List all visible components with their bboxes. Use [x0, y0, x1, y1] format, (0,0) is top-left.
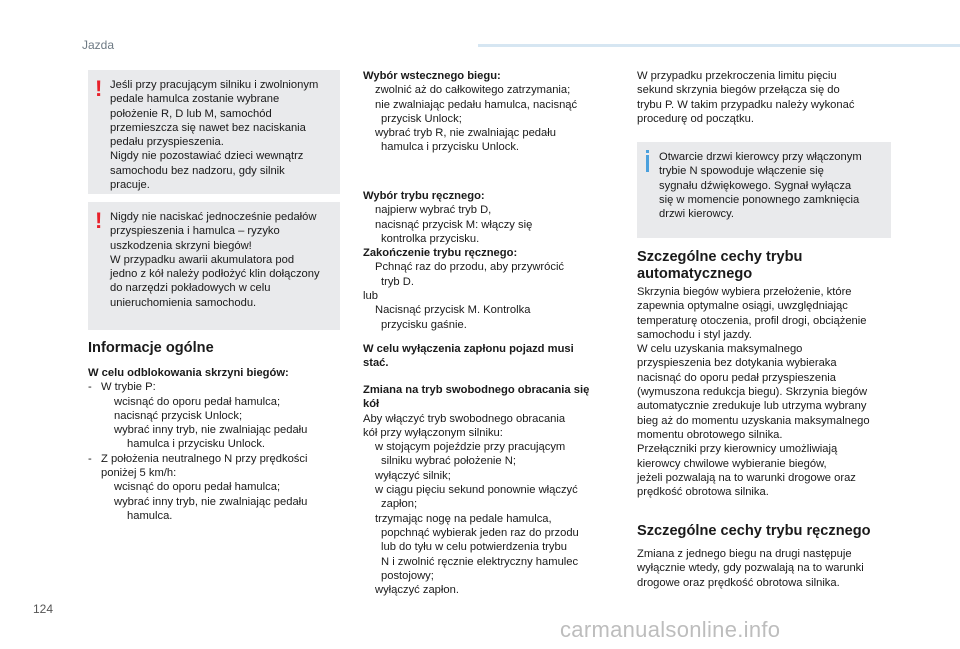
- list-item: [363, 526, 615, 540]
- item-text: silniku wybrać położenie N;: [381, 455, 516, 468]
- list-item: [88, 480, 340, 494]
- info-text-line: sygnału dźwiękowego. Sygnał wyłącza: [659, 179, 852, 192]
- list-item: [363, 275, 615, 289]
- auto-line: samochodu i styl jazdy.: [637, 328, 752, 341]
- warning-text-line: pracuje.: [110, 179, 150, 192]
- list-item: [363, 83, 615, 97]
- auto-line: kierowcy chwilowe wybieranie biegów,: [637, 457, 827, 470]
- info-text-line: się w momencie ponownego zamknięcia: [659, 193, 860, 206]
- warning-text-line: Nigdy nie naciskać jednocześnie pedałów: [110, 211, 317, 223]
- item-text: wcisnąć do oporu pedał hamulca;: [114, 395, 281, 408]
- item-text: Z położenia neutralnego N przy prędkości: [101, 452, 308, 465]
- list-item: [363, 583, 615, 597]
- list-item: [88, 509, 340, 523]
- auto-line: (wymuszona redukcja biegu). Skrzynia biegów: [637, 386, 868, 399]
- item-text: najpierw wybrać tryb D,: [375, 204, 492, 217]
- unlock-title: W celu odblokowania skrzyni biegów:: [88, 367, 289, 379]
- item-text: w stojącym pojeździe przy pracującym: [375, 441, 566, 454]
- freewheel-section: [363, 383, 615, 597]
- item-text: wybrać inny tryb, nie zwalniając pedału: [114, 424, 308, 437]
- limit-section: [637, 69, 892, 126]
- item-text: w ciągu pięciu sekund ponownie włączyć: [375, 484, 578, 497]
- freewheel-title-line: Zmiana na tryb swobodnego obracania się: [363, 384, 590, 396]
- manual-section: [637, 547, 892, 590]
- dash-marker: -: [88, 452, 92, 465]
- ignition-title-line: stać.: [363, 357, 389, 370]
- item-text: lub do tyłu w celu potwierdzenia trybu: [381, 541, 567, 554]
- warning-box-1: [88, 70, 340, 194]
- list-item: [363, 126, 615, 140]
- list-item: [363, 540, 615, 554]
- list-item: [88, 409, 340, 423]
- section-title: Jazda: [82, 38, 115, 52]
- item-text: przycisk Unlock;: [381, 112, 462, 125]
- item-text: zapłon;: [381, 498, 418, 511]
- info-box: [637, 142, 891, 238]
- auto-line: momentu obrotowego silnika.: [637, 428, 783, 441]
- freewheel-title-line: kół: [363, 398, 380, 411]
- info-text-line: trybie N spowoduje włączenie się: [659, 165, 824, 178]
- warning-text-line: przemieszcza się nawet bez naciskania: [110, 121, 306, 134]
- warning-text-line: uszkodzenia skrzyni biegów!: [110, 239, 252, 252]
- auto-line: Przełączniki przy kierownicy umożliwiają: [637, 443, 838, 456]
- auto-line: Skrzynia biegów wybiera przełożenie, które: [637, 286, 852, 298]
- warning-icon: !: [95, 208, 103, 233]
- manual-end-title: Zakończenie trybu ręcznego:: [363, 247, 518, 260]
- freewheel-intro-line: Aby włączyć tryb swobodnego obracania: [363, 412, 566, 425]
- auto-line: W celu uzyskania maksymalnego: [637, 343, 803, 356]
- reverse-section: [363, 69, 615, 155]
- item-text: wcisnąć do oporu pedał hamulca;: [114, 481, 281, 494]
- warning-text-line: Jeśli przy pracującym silniku i zwolnionym: [110, 79, 319, 91]
- limit-line: trybu P. W takim przypadku należy wykonać: [637, 98, 855, 111]
- list-item: [363, 318, 615, 332]
- limit-line: sekund skrzynia biegów przełącza się do: [637, 84, 840, 97]
- header-rule: [478, 44, 960, 47]
- list-item: [363, 260, 615, 274]
- warning-text-line: pedału przyspieszenia.: [110, 136, 224, 149]
- item-text: nie zwalniając pedału hamulca, nacisnąć: [375, 98, 578, 111]
- list-item: [363, 454, 615, 468]
- heading-general: Informacje ogólne: [88, 340, 214, 356]
- auto-line: prędkość obrotowa silnika.: [637, 486, 769, 499]
- info-text-line: Otwarcie drzwi kierowcy przy włączonym: [659, 151, 862, 163]
- heading-auto-line: automatycznego: [637, 265, 753, 282]
- manual-select-section: [363, 189, 615, 332]
- item-text: Pchnąć raz do przodu, aby przywrócić: [375, 261, 565, 274]
- list-item: [363, 232, 615, 246]
- item-text: hamulca.: [127, 509, 173, 522]
- auto-line: temperaturę otoczenia, profil drogi, obciążenie: [637, 314, 867, 327]
- limit-line: W przypadku przekroczenia limitu pięciu: [637, 70, 837, 82]
- list-item: [88, 437, 340, 451]
- heading-auto: [637, 249, 802, 282]
- ignition-title-line: W celu wyłączenia zapłonu pojazd musi: [363, 343, 574, 355]
- warning-text-line: jedno z kół należy podłożyć klin dołączony: [110, 268, 320, 281]
- warning-text-line: W przypadku awarii akumulatora pod: [110, 253, 295, 266]
- item-text: nacisnąć przycisk Unlock;: [114, 409, 243, 422]
- item-text: poniżej 5 km/h:: [101, 467, 177, 480]
- item-text: hamulca i przycisku Unlock.: [381, 141, 520, 154]
- list-item: [363, 203, 615, 217]
- auto-line: nacisnąć do oporu pedał przyspieszenia: [637, 371, 837, 384]
- item-text: wybrać tryb R, nie zwalniając pedału: [375, 127, 556, 140]
- manual-line: drogowe oraz prędkość obrotowa silnika.: [637, 576, 840, 589]
- auto-line: automatycznie zredukuje lub utrzyma wybrany: [637, 400, 867, 413]
- auto-section: [637, 285, 892, 499]
- unlock-section: [88, 366, 340, 523]
- list-item: [363, 140, 615, 154]
- dash-marker: -: [88, 381, 92, 394]
- limit-line: procedurę od początku.: [637, 112, 754, 125]
- list-item: [363, 469, 615, 483]
- auto-line: zapewnia optymalne osiągi, uwzględniając: [637, 300, 848, 313]
- list-item: [88, 452, 340, 466]
- list-item: [88, 380, 340, 394]
- item-text: wyłączyć zapłon.: [375, 584, 459, 597]
- ignition-section: [363, 342, 615, 371]
- auto-line: jeżeli pozwalają na to warunki drogowe oraz: [637, 471, 856, 484]
- manual-line: Zmiana z jednego biegu na drugi następuje: [637, 548, 852, 560]
- manual-line: wyłącznie wtedy, gdy pozwalają na to warunki: [637, 562, 864, 575]
- item-text: zwolnić aż do całkowitego zatrzymania;: [375, 84, 571, 97]
- auto-line: bieg aż do momentu uzyskania maksymalnego: [637, 414, 870, 427]
- item-text: postojowy;: [381, 569, 434, 582]
- heading-auto-line: Szczególne cechy trybu: [637, 249, 803, 265]
- item-text: N i zwolnić ręcznie elektryczny hamulec: [381, 555, 579, 568]
- list-item: [363, 497, 615, 511]
- page-number: 124: [33, 602, 54, 616]
- list-item: [363, 569, 615, 583]
- warning-text-line: do narzędzi pokładowych w celu: [110, 282, 271, 295]
- item-text: kontrolka przycisku.: [381, 232, 480, 245]
- item-text: W trybie P:: [101, 381, 156, 394]
- warning-text-line: pedale hamulca zostanie wybrane: [110, 93, 280, 106]
- list-item: [88, 395, 340, 409]
- auto-line: przyspieszenia bez dotykania wybieraka: [637, 357, 837, 370]
- item-text: trzymając nogę na pedale hamulca,: [375, 512, 552, 525]
- item-text: przycisku gaśnie.: [381, 318, 467, 331]
- warning-text-line: samochodu bez nadzoru, gdy silnik: [110, 164, 285, 177]
- warning-text-line: przyspieszenia i hamulca – ryzyko: [110, 225, 280, 238]
- item-text: hamulca i przycisku Unlock.: [127, 438, 266, 451]
- item-text: wyłączyć silnik;: [375, 469, 451, 482]
- list-item: [88, 495, 340, 509]
- list-item: [363, 555, 615, 569]
- or-text: lub: [363, 290, 378, 303]
- heading-manual: Szczególne cechy trybu ręcznego: [637, 523, 871, 539]
- item-text: Nacisnąć przycisk M. Kontrolka: [375, 304, 531, 317]
- warning-text-line: położenie R, D lub M, samochód: [110, 107, 272, 120]
- list-item: [363, 303, 615, 317]
- list-item: [363, 218, 615, 232]
- watermark: carmanualsonline.info: [560, 617, 781, 642]
- warning-box-2: [88, 202, 340, 330]
- item-text: tryb D.: [381, 275, 414, 288]
- info-text-line: drzwi kierowcy.: [659, 208, 735, 221]
- item-text: wybrać inny tryb, nie zwalniając pedału: [114, 495, 308, 508]
- list-item: [88, 466, 340, 480]
- list-item: [363, 440, 615, 454]
- list-item: [88, 423, 340, 437]
- warning-text-line: Nigdy nie pozostawiać dzieci wewnątrz: [110, 150, 304, 163]
- warning-icon: !: [95, 76, 103, 101]
- list-item: [363, 483, 615, 497]
- list-item: [363, 98, 615, 112]
- info-icon: [646, 150, 649, 172]
- list-item: [363, 512, 615, 526]
- list-item: [363, 112, 615, 126]
- warning-text-line: unieruchomienia samochodu.: [110, 296, 257, 309]
- freewheel-intro-line: kół przy wyłączonym silniku:: [363, 426, 503, 439]
- item-text: nacisnąć przycisk M: włączy się: [375, 218, 533, 231]
- reverse-title: Wybór wstecznego biegu:: [363, 70, 501, 82]
- manual-select-title: Wybór trybu ręcznego:: [363, 190, 485, 202]
- item-text: popchnąć wybierak jeden raz do przodu: [381, 526, 579, 539]
